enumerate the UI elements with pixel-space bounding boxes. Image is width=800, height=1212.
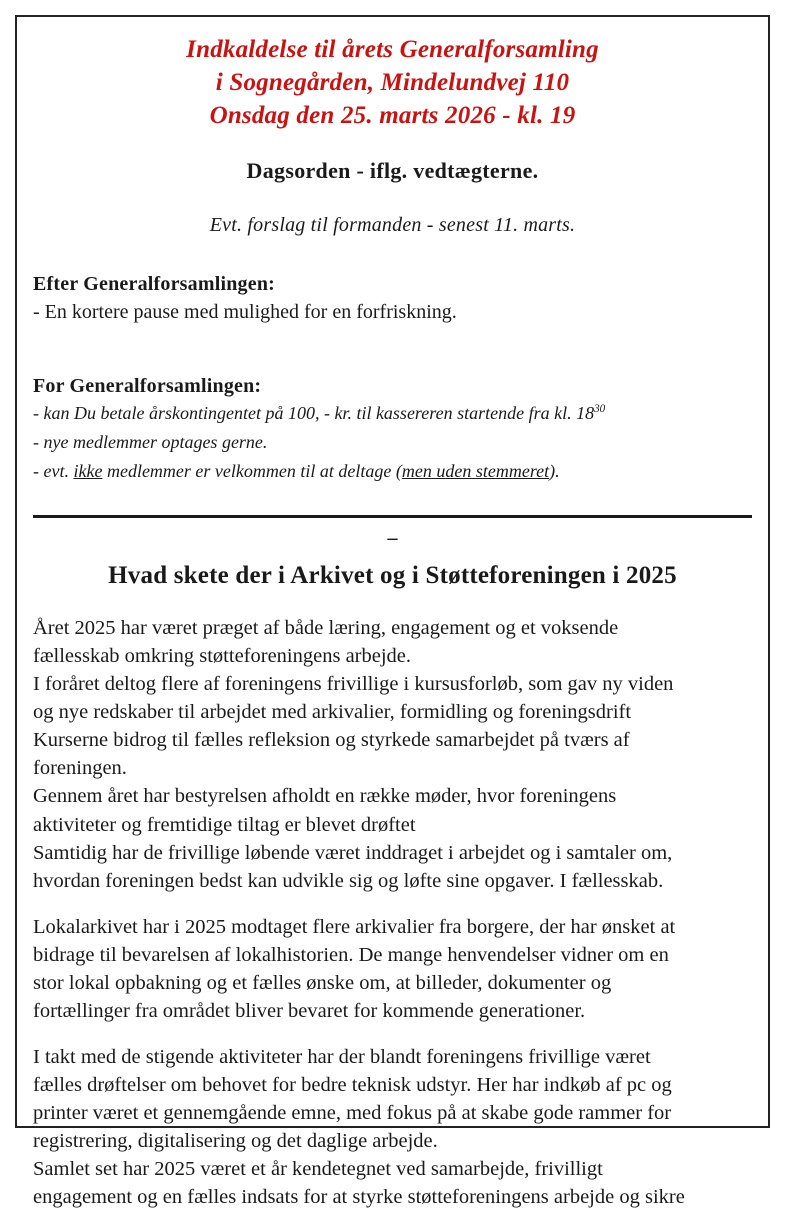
article-line: Året 2025 har været præget af både læring, engagement og et voksende (33, 617, 619, 639)
before-assembly-item-fee (33, 400, 752, 427)
article-line: fællesskab omkring støtteforeningens arbejde. (33, 645, 412, 668)
article-line: printer været et gennemgående emne, med fokus på at skabe gode rammer for (33, 1102, 672, 1125)
notice-title (33, 33, 752, 132)
article-line: og nye redskaber til arbejdet med arkivalier, formidling og foreningsdrift (33, 701, 632, 724)
article-paragraph (33, 614, 752, 895)
before-assembly-item-members: - nye medlemmer optages gerne. (33, 432, 268, 452)
article-line: Kurserne bidrog til fælles refleksion og styrkede samarbejdet på tværs af (33, 729, 630, 752)
article-line: Samtidig har de frivillige løbende været inddraget i arbejdet og i samtaler om, (33, 841, 673, 864)
article-body (33, 614, 752, 1212)
article-line: fælles drøftelser om behovet for bedre teknisk udstyr. Her har indkøb af pc og (33, 1074, 672, 1097)
article-paragraph (33, 913, 752, 1025)
article-title: Hvad skete der i Arkivet og i Støtteforeningen i 2025 (108, 562, 677, 589)
article-line: registrering, digitalisering og det daglige arbejde. (33, 1130, 438, 1153)
before-assembly-section (33, 375, 752, 485)
after-assembly-heading: Efter Generalforsamlingen: (33, 273, 275, 295)
nonmember-emphasis-ikke: ikke (73, 461, 103, 481)
after-assembly-item: - En kortere pause med mulighed for en forfriskning. (33, 301, 457, 323)
article-line: I takt med de stigende aktiviteter har der blandt foreningens frivillige været (33, 1046, 651, 1069)
article-line: fortællinger fra området bliver bevaret for kommende generationer. (33, 1000, 586, 1023)
agenda-line: Dagsorden - iflg. vedtægterne. (246, 158, 539, 183)
notice-title-line-2: i Sognegården, Mindelundvej 110 (215, 69, 570, 96)
nonmember-text-post: ). (549, 461, 560, 481)
fee-time-minutes: 30 (594, 403, 606, 415)
nonmember-text-pre: - evt. (33, 461, 74, 481)
section-divider (33, 515, 752, 518)
after-assembly-section (33, 273, 752, 327)
before-assembly-item-nonmembers (33, 458, 752, 485)
before-assembly-heading: For Generalforsamlingen: (33, 375, 262, 397)
article-line: aktiviteter og fremtidige tiltag er blevet drøftet (33, 813, 416, 836)
article-line: engagement og en fælles indsats for at styrke støtteforeningens arbejde og sikre (33, 1186, 685, 1209)
article-line: hvordan foreningen bedst kan udvikle sig og løfte sine opgaver. I fællesskab. (33, 869, 664, 892)
article-line: Samlet set har 2025 været et år kendetegnet ved samarbejde, frivilligt (33, 1158, 603, 1181)
article-line: bidrage til bevarelsen af lokalhistorien. De mange henvendelser vidner om en (33, 943, 669, 966)
article-paragraph (33, 1043, 752, 1211)
article-line: Gennem året har bestyrelsen afholdt en række møder, hvor foreningens (33, 785, 617, 808)
article-line: stor lokal opbakning og et fælles ønske om, at billeder, dokumenter og (33, 971, 612, 994)
document-page (15, 15, 770, 1209)
divider-dash-mark: – (387, 527, 398, 549)
nonmember-text-mid: medlemmer er velkommen til at deltage ( (102, 461, 402, 481)
nonmember-emphasis-no-vote: men uden stemmeret (401, 461, 550, 481)
article-line: foreningen. (33, 757, 127, 780)
notice-title-line-3: Onsdag den 25. marts 2026 - kl. 19 (209, 102, 576, 129)
fee-text: - kan Du betale årskontingentet på 100, - kr. til kassereren startende fra kl. 18 (33, 403, 595, 423)
notice-title-line-1: Indkaldelse til årets Generalforsamling (186, 36, 599, 63)
article-line: Lokalarkivet har i 2025 modtaget flere arkivalier fra borgere, der har ønsket at (33, 915, 676, 938)
document-content (17, 17, 768, 1212)
article-line: I foråret deltog flere af foreningens frivillige i kursusforløb, som gav ny viden (33, 673, 674, 696)
proposal-deadline-line: Evt. forslag til formanden - senest 11. marts. (209, 214, 576, 236)
